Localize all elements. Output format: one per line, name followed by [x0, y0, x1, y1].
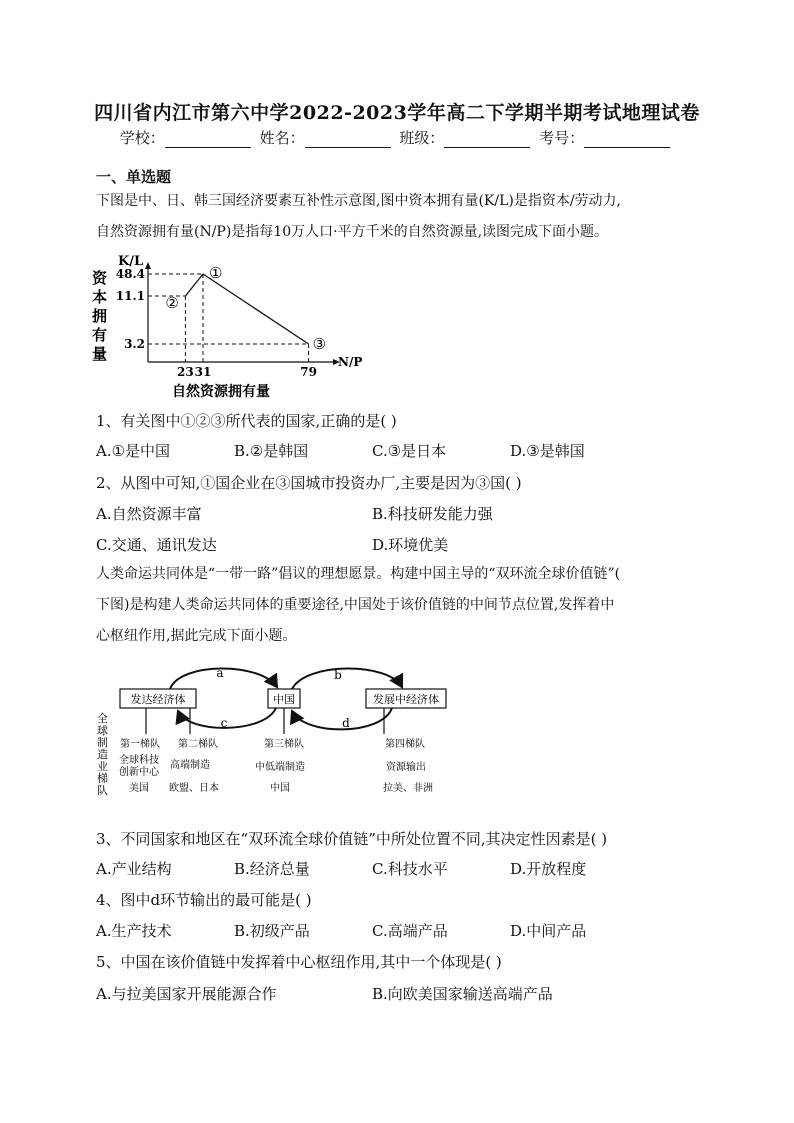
intro2-line-1: 人类命运共同体是“一带一路”倡议的理想愿景。构建中国主导的“双环流全球价值链”( — [96, 566, 621, 582]
arrow-c-label: c — [220, 716, 228, 730]
x-tick-31: 31 — [194, 365, 212, 379]
tier-4-desc: 资源输出 — [386, 762, 426, 773]
q3-option-a[interactable]: A.产业结构 — [96, 860, 172, 878]
tier-2-name: 第二梯队 — [178, 739, 218, 750]
svg-text:造: 造 — [97, 748, 108, 761]
name-label: 姓名： — [259, 129, 305, 147]
y-axis-arrow — [145, 262, 151, 269]
exam-title: 四川省内江市第六中学2022-2023学年高二下学期半期考试地理试卷 — [94, 102, 700, 124]
point-label-3: ③ — [312, 335, 327, 353]
number-blank[interactable] — [584, 133, 670, 148]
series-segment-2 — [203, 274, 309, 344]
q1-option-d[interactable]: D.③是韩国 — [510, 442, 585, 460]
chart-marks — [165, 264, 326, 353]
q3-option-d[interactable]: D.开放程度 — [510, 860, 587, 878]
q1-option-a[interactable]: A.①是中国 — [96, 442, 171, 460]
arrow-b — [292, 668, 402, 689]
svg-text:本: 本 — [92, 288, 108, 306]
q4-option-b[interactable]: B.初级产品 — [234, 922, 310, 940]
arrow-d-label: d — [342, 716, 350, 730]
q1-stem: 1、有关图中①②③所代表的国家,正确的是( ) — [96, 412, 397, 430]
tier-1-desc-line-1: 全球科技 — [119, 755, 159, 766]
tier-3-name: 第三梯队 — [264, 739, 304, 750]
tier-1-name: 第一梯队 — [120, 739, 160, 750]
x-title: 自然资源拥有量 — [172, 384, 270, 400]
q2-option-b[interactable]: B.科技研发能力强 — [372, 505, 493, 523]
school-label: 学校： — [119, 129, 165, 147]
capital-resource-chart — [88, 252, 378, 402]
x-tick-79: 79 — [300, 365, 317, 379]
q4-stem: 4、图中d环节输出的最可能是( ) — [96, 891, 312, 909]
x-tick-23: 23 — [177, 365, 194, 379]
q3-option-c[interactable]: C.科技水平 — [372, 860, 448, 878]
tier-4-name: 第四梯队 — [385, 739, 425, 750]
svg-text:全: 全 — [97, 712, 108, 725]
tier-3-region: 中国 — [270, 783, 290, 794]
intro2-line-2: 下图)是构建人类命运共同体的重要途径,中国处于该价值链的中间节点位置,发挥着中 — [96, 597, 615, 613]
q1-option-b[interactable]: B.②是韩国 — [234, 442, 309, 460]
arrow-a-label: a — [216, 666, 224, 680]
developed-economies-label: 发达经济体 — [130, 693, 186, 706]
q3-stem: 3、不同国家和地区在“双环流全球价值链”中所处位置不同,其决定性因素是( ) — [96, 830, 608, 848]
intro-paragraph-1 — [96, 186, 700, 248]
q2-option-d[interactable]: D.环境优美 — [372, 536, 449, 554]
tier-1-region: 美国 — [129, 783, 149, 794]
tier-3-desc: 中低端制造 — [255, 762, 305, 773]
q2-stem: 2、从图中可知,①国企业在③国城市投资办厂,主要是因为③国( ) — [96, 474, 522, 492]
side-label — [97, 711, 108, 797]
y-axis-label: K/L — [118, 254, 144, 269]
q3-option-b[interactable]: B.经济总量 — [234, 860, 310, 878]
svg-text:队: 队 — [97, 784, 108, 797]
svg-text:资: 资 — [92, 269, 108, 287]
svg-text:量: 量 — [92, 345, 108, 363]
q2-option-c[interactable]: C.交通、通讯发达 — [96, 536, 217, 554]
q1-option-c[interactable]: C.③是日本 — [372, 442, 447, 460]
chart-guides — [148, 274, 309, 362]
class-label: 班级： — [399, 129, 445, 147]
name-blank[interactable] — [305, 133, 391, 148]
q4-option-c[interactable]: C.高端产品 — [372, 922, 448, 940]
tier-4-region: 拉美、非洲 — [383, 783, 433, 794]
school-blank[interactable] — [165, 133, 251, 148]
y-tick-3-2: 3.2 — [124, 337, 145, 351]
svg-text:球: 球 — [97, 724, 108, 737]
intro2-line-3: 心枢纽作用,据此完成下面小题。 — [96, 628, 297, 644]
intro1-line-1: 下图是中、日、韩三国经济要素互补性示意图,图中资本拥有量(K/L)是指资本/劳动力, — [96, 193, 622, 209]
arrow-b-label: b — [334, 668, 342, 682]
y-tick-11-1: 11.1 — [115, 289, 145, 303]
q5-option-b[interactable]: B.向欧美国家输送高端产品 — [372, 985, 553, 1003]
intro1-line-2: 自然资源拥有量(N/P)是指每10万人口·平方千米的自然资源量,读图完成下面小题。 — [96, 224, 609, 240]
number-label: 考号： — [539, 129, 585, 147]
tier-1-desc-line-2: 创新中心 — [119, 767, 159, 778]
series-segment-1 — [185, 274, 203, 296]
q2-option-a[interactable]: A.自然资源丰富 — [96, 505, 202, 523]
svg-text:梯: 梯 — [97, 772, 108, 785]
q5-option-a[interactable]: A.与拉美国家开展能源合作 — [96, 985, 277, 1003]
intro-paragraph-2 — [96, 559, 700, 652]
y-tick-48-4: 48.4 — [115, 267, 145, 281]
value-chain-diagram — [92, 660, 452, 810]
svg-text:拥: 拥 — [92, 307, 108, 325]
class-blank[interactable] — [444, 133, 530, 148]
point-label-2: ① — [209, 264, 223, 282]
china-label: 中国 — [273, 693, 295, 706]
section-heading: 一、单选题 — [96, 168, 172, 186]
developing-economies-label: 发展中经济体 — [373, 693, 439, 706]
tier-2-desc: 高端制造 — [170, 760, 210, 771]
q4-option-d[interactable]: D.中间产品 — [510, 922, 587, 940]
q5-stem: 5、中国在该价值链中发挥着中心枢纽作用,其中一个体现是( ) — [96, 953, 502, 971]
point-label-1: ② — [165, 294, 179, 312]
y-title — [92, 269, 108, 363]
x-axis-label: N/P — [338, 355, 363, 369]
tier-2-region: 欧盟、日本 — [169, 783, 219, 794]
svg-text:制: 制 — [97, 736, 108, 749]
q4-option-a[interactable]: A.生产技术 — [96, 922, 172, 940]
svg-text:业: 业 — [97, 760, 108, 773]
svg-text:有: 有 — [92, 326, 108, 344]
student-info-line — [0, 127, 794, 148]
